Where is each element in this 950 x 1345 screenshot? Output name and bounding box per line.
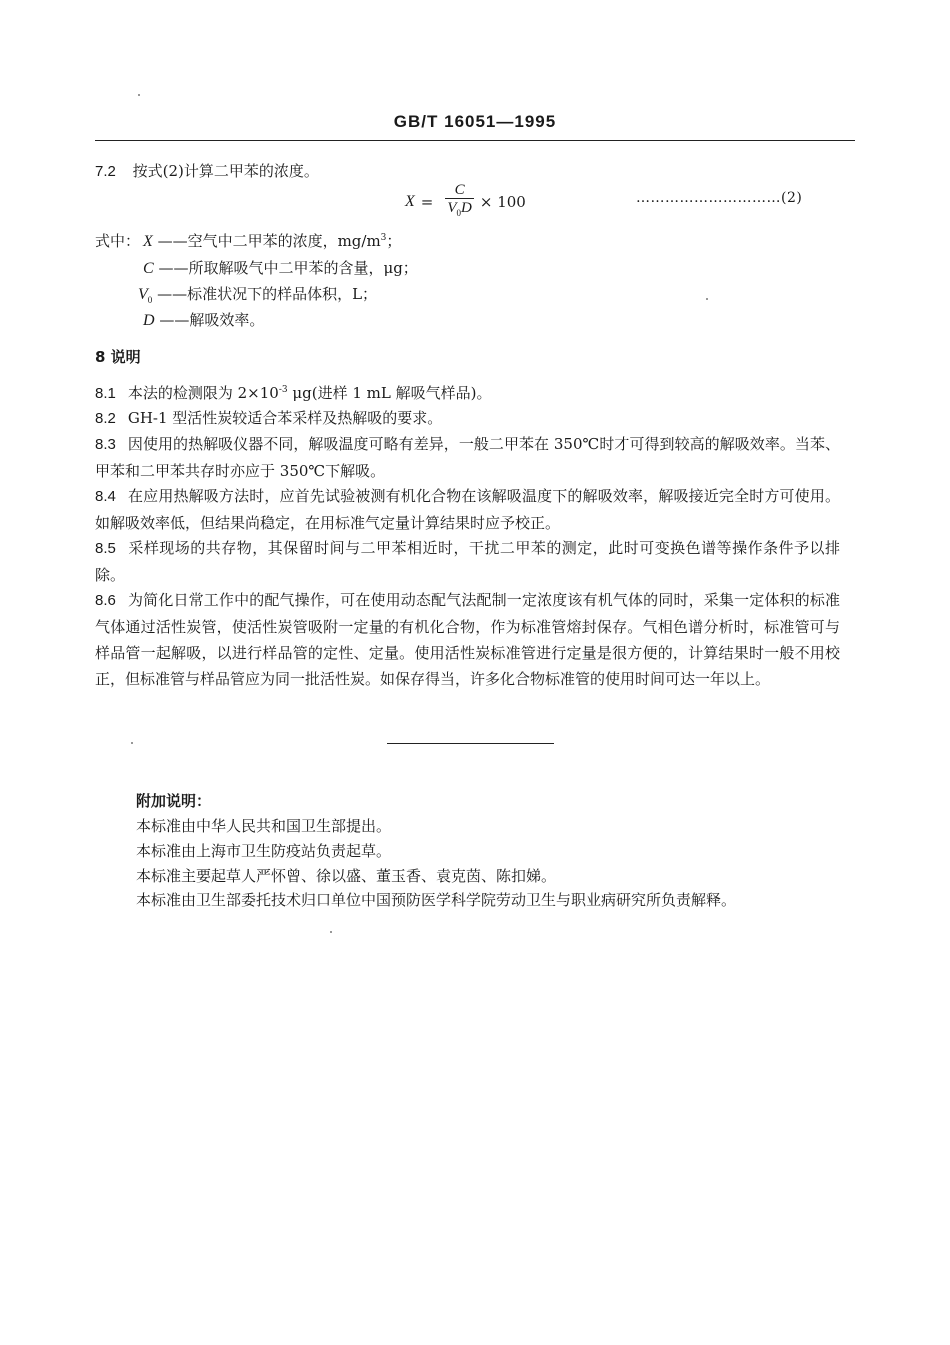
- def-dash: ——: [158, 259, 189, 277]
- scan-speck: [706, 298, 708, 300]
- appendix-line: 本标准由上海市卫生防疫站负责起草。: [136, 842, 392, 860]
- def-sup: 3: [380, 233, 387, 243]
- appendix-line: 本标准主要起草人严怀曾、徐以盛、董玉香、袁克茵、陈扣娣。: [136, 867, 557, 885]
- def-text: 解吸效率。: [189, 311, 265, 329]
- item-text: 为简化日常工作中的配气操作，可在使用动态配气法配制一定浓度该有机气体的同时，采集一定体积的标准气体通过活性炭管，使活性炭管吸附一定量的有机化合物，作为标准管熔封保存。气相色谱分析时，标准管可与样品管一起解吸，以进行样品管的定性、定量。使用活性炭标准管进行定量是很方便的，计算结果时一般不用校正，但标准管与样品管应为同一批活性炭。如保存得当，许多化合物标准管的使用时间可达一年以上。: [95, 591, 840, 688]
- def-text: 空气中二甲苯的浓度，mg/m: [187, 232, 381, 250]
- definition-c: [143, 257, 418, 278]
- section-number: 7.2: [95, 163, 116, 180]
- formula-2: [405, 184, 526, 220]
- item-text: GH-1 型活性炭较适合苯采样及热解吸的要求。: [127, 409, 443, 427]
- item-number: 8.4: [95, 488, 116, 505]
- where-label: 式中：: [95, 232, 141, 250]
- def-tail: ；: [386, 232, 402, 250]
- item-text: 在应用热解吸方法时，应首先试验被测有机化合物在该解吸温度下的解吸效率，解吸接近完全时方可使用。如解吸效率低，但结果尚稳定，在用标准气定量计算结果时应予校正。: [95, 487, 840, 532]
- item-8-1: [95, 380, 840, 407]
- fraction-denominator: [445, 198, 474, 222]
- item-number: 8.5: [95, 540, 116, 557]
- item-8-5: [95, 535, 840, 588]
- def-symbol-var: V: [138, 286, 148, 303]
- item-8-2: [95, 405, 840, 432]
- def-symbol: D: [143, 312, 155, 329]
- item-text-post: μg(进样 1 mL 解吸气样品)。: [287, 384, 492, 402]
- appendix-line: 本标准由中华人民共和国卫生部提出。: [136, 817, 392, 835]
- appendix-line: 本标准由卫生部委托技术归口单位中国预防医学科学院劳动卫生与职业病研究所负责解释。: [136, 891, 737, 909]
- formula-fraction: [445, 182, 474, 222]
- fraction-numerator: C: [454, 182, 465, 198]
- scan-speck: [138, 94, 140, 96]
- definition-d: [143, 309, 264, 330]
- appendix-title: 附加说明：: [136, 792, 212, 810]
- def-dash: ——: [157, 285, 188, 303]
- item-text: 本法的检测限为 2×10: [127, 384, 279, 402]
- def-text: 所取解吸气中二甲苯的含量，μg；: [188, 259, 418, 277]
- item-8-3: [95, 431, 840, 484]
- page-header-title: GB/T 16051—1995: [393, 112, 557, 131]
- def-symbol-sub: 0: [147, 295, 153, 306]
- formula-times: × 100: [479, 193, 526, 211]
- item-text: 因使用的热解吸仪器不同，解吸温度可略有差异，一般二甲苯在 350℃时才可得到较高的解吸效率。当苯、甲苯和二甲苯共存时亦应于 350℃下解吸。: [95, 435, 840, 480]
- formula-lhs: X: [405, 193, 415, 210]
- def-symbol: C: [143, 260, 154, 277]
- item-8-6: [95, 587, 840, 692]
- def-symbol: [138, 286, 152, 305]
- section-7-2: [95, 158, 319, 185]
- def-dash: ——: [159, 311, 190, 329]
- denominator-sub: 0: [456, 208, 462, 218]
- def-text: 标准状况下的样品体积，L；: [187, 285, 378, 303]
- def-dash: ——: [157, 232, 188, 250]
- section-8-heading: 8 说明: [95, 348, 141, 366]
- section-text: 按式(2)计算二甲苯的浓度。: [132, 162, 319, 180]
- equation-number: …………………………(2): [636, 190, 803, 206]
- end-rule: [387, 743, 554, 744]
- item-number: 8.6: [95, 592, 116, 609]
- header-rule: [95, 140, 855, 141]
- definition-x: [143, 230, 401, 251]
- item-number: 8.3: [95, 436, 116, 453]
- item-sup: -3: [278, 385, 288, 395]
- definition-v0: [138, 283, 377, 305]
- scan-speck: [330, 931, 332, 933]
- item-8-4: [95, 483, 840, 536]
- denominator-var: V: [447, 200, 457, 216]
- scan-speck: [131, 742, 133, 744]
- def-symbol: X: [143, 233, 153, 250]
- item-text: 采样现场的共存物，其保留时间与二甲苯相近时，干扰二甲苯的测定，此时可变换色谱等操作条件予以排除。: [95, 539, 840, 584]
- item-number: 8.1: [95, 385, 116, 402]
- item-number: 8.2: [95, 410, 116, 427]
- formula-equals: =: [420, 193, 434, 211]
- denominator-tail: D: [461, 200, 472, 216]
